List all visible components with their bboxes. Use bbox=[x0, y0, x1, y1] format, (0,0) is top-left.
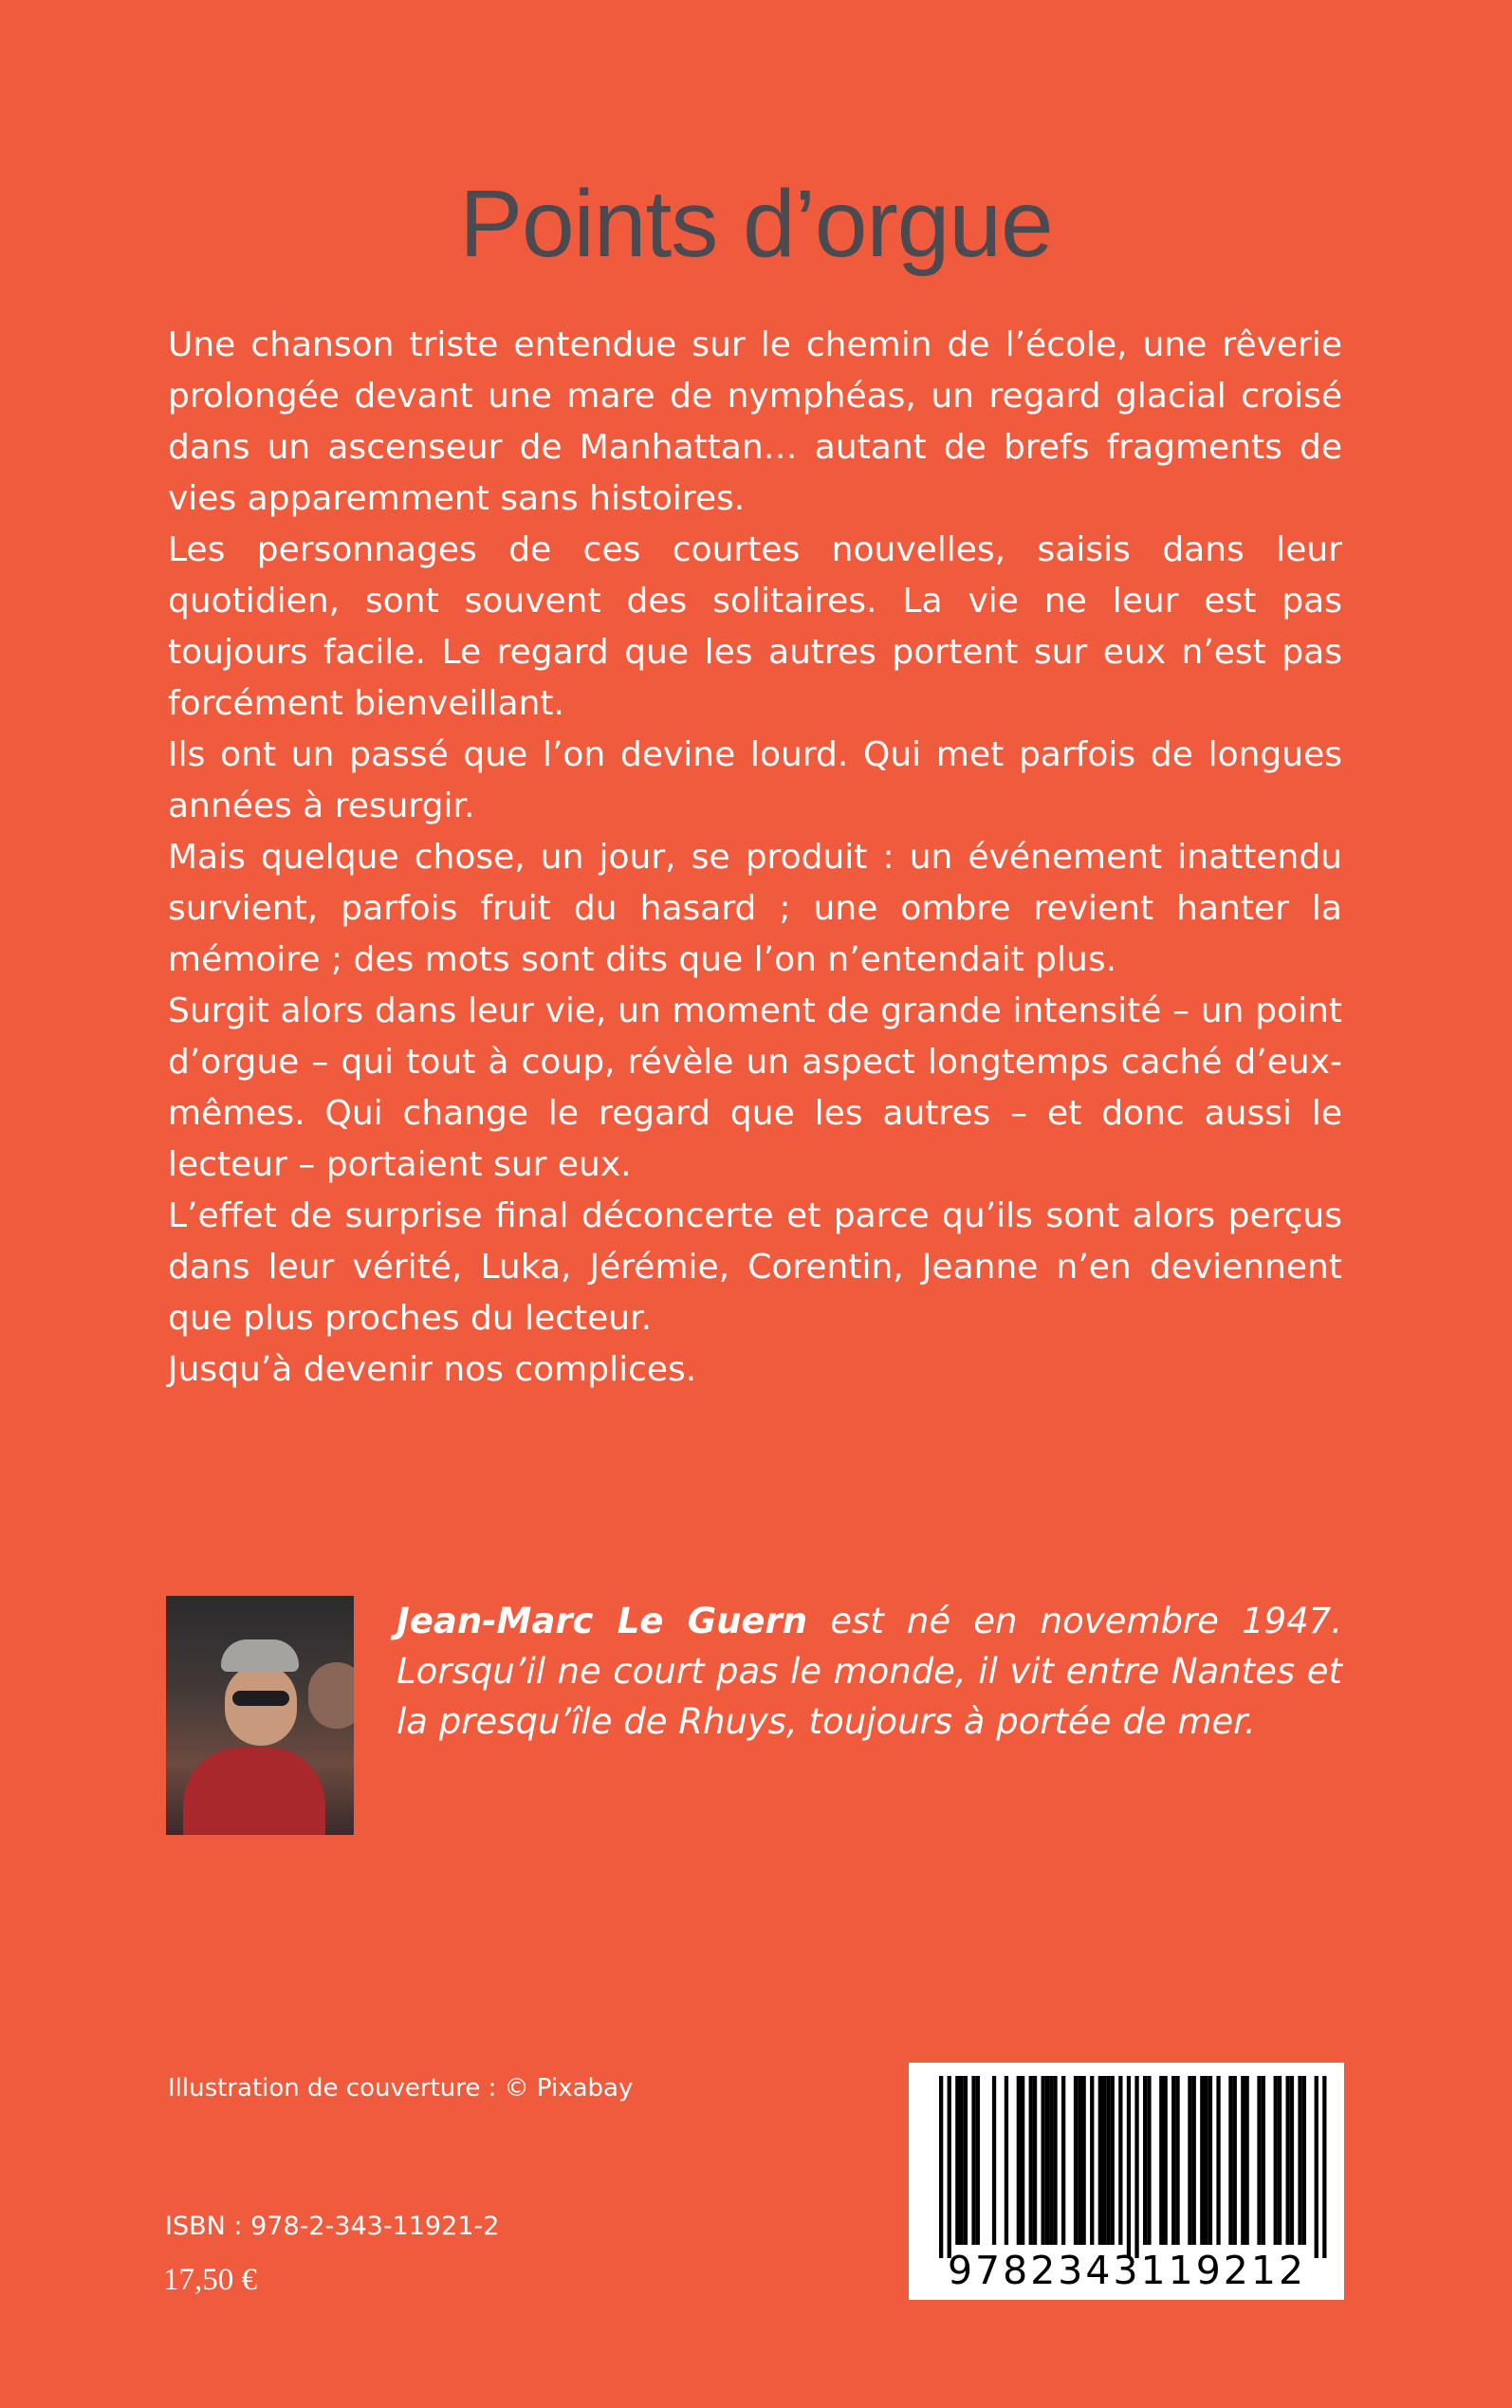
barcode bbox=[909, 2063, 1344, 2300]
barcode-bar bbox=[1175, 2076, 1179, 2245]
blurb-paragraph: Jusqu’à devenir nos complices. bbox=[168, 1350, 697, 1389]
photo-sunglasses bbox=[232, 1691, 289, 1706]
barcode-digits: 9782343119212 bbox=[947, 2248, 1307, 2293]
barcode-bar bbox=[1286, 2076, 1290, 2245]
barcode-bar bbox=[1208, 2076, 1212, 2245]
author-photo bbox=[166, 1596, 354, 1835]
illustration-credit: Illustration de couverture : © Pixabay bbox=[168, 2074, 634, 2102]
barcode-bar bbox=[1082, 2076, 1086, 2245]
blurb-paragraph: Surgit alors dans leur vie, un moment de grande intensité – un point d’orgue – qui tout à coup, révèle un aspect longtemps caché d’eux-mêmes. Qui change le regard que les autres – et donc aussi le lecteur – portaient sur eux. bbox=[168, 991, 1342, 1184]
barcode-bar bbox=[1042, 2076, 1045, 2245]
barcode-bar bbox=[960, 2076, 964, 2245]
barcode-bar bbox=[939, 2076, 943, 2258]
blurb-paragraph: Ils ont un passé que l’on devine lourd. Qui met parfois de longues années à resurgir. bbox=[168, 735, 1342, 825]
barcode-bar bbox=[1164, 2076, 1168, 2245]
barcode-bar bbox=[1245, 2076, 1249, 2245]
barcode-bar bbox=[1102, 2076, 1106, 2245]
barcode-bar bbox=[1278, 2076, 1282, 2245]
barcode-bar bbox=[1171, 2076, 1175, 2245]
barcode-bar bbox=[976, 2076, 980, 2245]
photo-background-figure bbox=[308, 1662, 354, 1729]
barcode-bar bbox=[1090, 2076, 1094, 2245]
barcode-bar bbox=[1298, 2076, 1301, 2245]
blurb bbox=[168, 320, 1342, 1396]
author-section bbox=[166, 1596, 1342, 1839]
barcode-bar bbox=[1074, 2076, 1078, 2245]
barcode-bar bbox=[955, 2076, 959, 2245]
barcode-bar bbox=[1021, 2076, 1024, 2245]
barcode-bar bbox=[1049, 2076, 1053, 2245]
barcode-bar bbox=[1078, 2076, 1081, 2245]
blurb-paragraph: L’effet de surprise final déconcerte et parce qu’ils sont alors perçus dans leur vérité, Luka, Jérémie, Corentin, Jeanne n’en deviennent que plus proches du lecteur. bbox=[168, 1196, 1342, 1338]
barcode-bar bbox=[1033, 2076, 1037, 2245]
barcode-bar bbox=[1029, 2076, 1033, 2245]
barcode-bar bbox=[1241, 2076, 1245, 2245]
barcode-bar bbox=[1147, 2076, 1151, 2245]
barcode-bar bbox=[1106, 2076, 1110, 2245]
barcode-bar bbox=[1274, 2076, 1278, 2245]
isbn: ISBN : 978-2-343-11921-2 bbox=[165, 2212, 500, 2241]
barcode-bar bbox=[1061, 2076, 1065, 2245]
photo-cap bbox=[221, 1639, 299, 1672]
barcode-bar bbox=[1159, 2076, 1163, 2245]
barcode-bar bbox=[1005, 2076, 1008, 2245]
barcode-bar bbox=[1017, 2076, 1021, 2245]
author-bio-text: est né en novembre 1947. Lorsqu’il ne court pas le monde, il vit entre Nantes et la presqu’île de Rhuys, toujours à portée de mer. bbox=[396, 1601, 1342, 1742]
barcode-bar bbox=[1216, 2076, 1220, 2245]
photo-jacket bbox=[183, 1748, 325, 1835]
barcode-bar bbox=[1098, 2076, 1102, 2245]
barcode-bar bbox=[1315, 2076, 1318, 2258]
barcode-bar bbox=[1127, 2076, 1131, 2258]
price: 17,50 € bbox=[163, 2263, 257, 2297]
barcode-bar bbox=[1262, 2076, 1265, 2245]
barcode-bar bbox=[948, 2076, 951, 2258]
barcode-bar bbox=[964, 2076, 968, 2245]
barcode-bar bbox=[1228, 2076, 1232, 2245]
barcode-bar bbox=[1111, 2076, 1115, 2245]
barcode-bar bbox=[1192, 2076, 1196, 2245]
barcode-bar bbox=[1290, 2076, 1294, 2245]
barcode-bar bbox=[1322, 2076, 1326, 2258]
barcode-bar bbox=[1053, 2076, 1057, 2245]
barcode-bar bbox=[1233, 2076, 1237, 2245]
author-name: Jean-Marc Le Guern bbox=[396, 1601, 808, 1641]
barcode-bar bbox=[1134, 2076, 1138, 2258]
barcode-bar bbox=[992, 2076, 996, 2245]
barcode-bar bbox=[1045, 2076, 1049, 2245]
barcode-bar bbox=[1302, 2076, 1306, 2245]
barcode-bar bbox=[1200, 2076, 1204, 2245]
blurb-paragraph: Mais quelque chose, un jour, se produit : un événement inattendu survient, parfois fruit du hasard ; une ombre revient hanter la mémoire ; des mots sont dits que l’on n’entendait plus. bbox=[168, 838, 1342, 979]
barcode-bar bbox=[1205, 2076, 1208, 2245]
blurb-paragraph: Une chanson triste entendue sur le chemin de l’école, une rêverie prolongée devant une mare de nymphéas, un regard glacial croisé dans un ascenseur de Manhattan… autant de brefs fragments de vies apparemment sans histoires. bbox=[168, 325, 1342, 518]
barcode-bar bbox=[1257, 2076, 1261, 2245]
author-bio bbox=[396, 1596, 1342, 1747]
barcode-bar bbox=[1118, 2076, 1122, 2245]
barcode-bar bbox=[1143, 2076, 1147, 2245]
blurb-paragraph: Les personnages de ces courtes nouvelles, saisis dans leur quotidien, sont souvent des solitaires. La vie ne leur est pas toujours facile. Le regard que les autres portent sur eux n’est pas forcément bienveillant. bbox=[168, 530, 1342, 723]
barcode-bar bbox=[1188, 2076, 1191, 2245]
book-title: Points d’orgue bbox=[459, 171, 1053, 277]
barcode-bar bbox=[971, 2076, 975, 2245]
